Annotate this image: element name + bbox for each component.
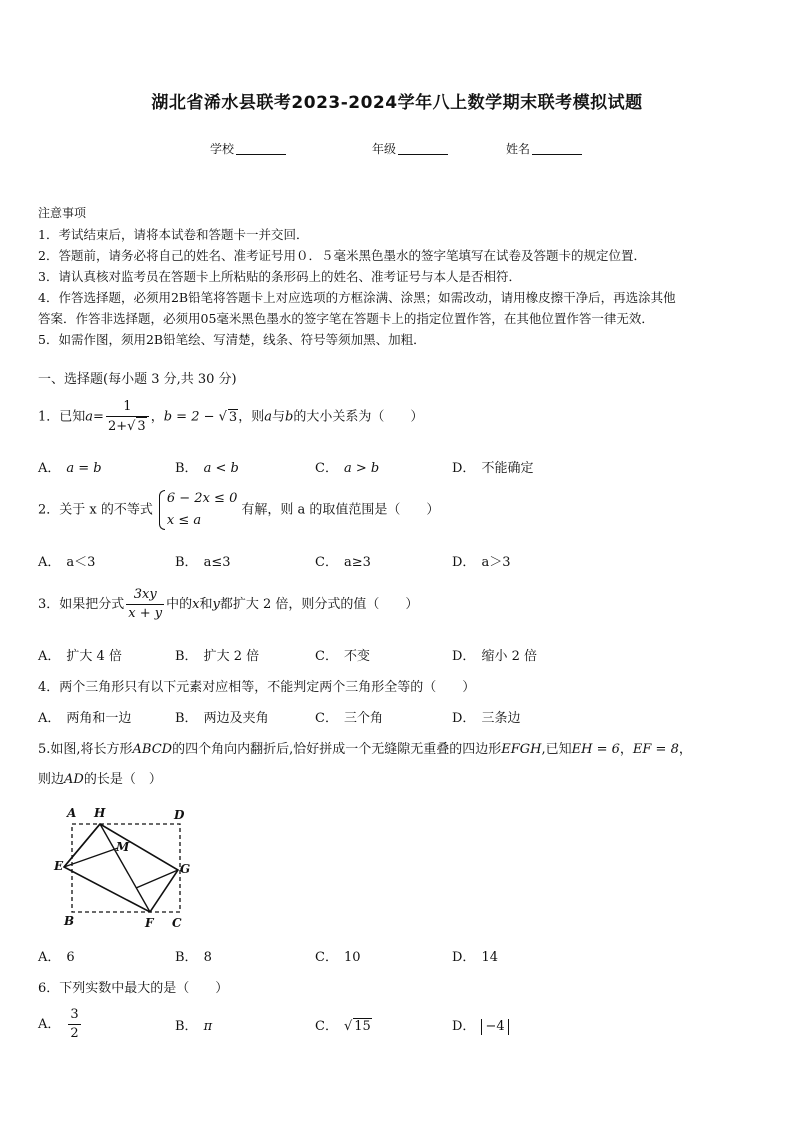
vertex-label-f: F	[145, 916, 154, 930]
option-label: D．	[452, 950, 476, 965]
option-label: C．	[315, 1019, 338, 1034]
option-label: C．	[315, 555, 338, 570]
question-1: 1．已知a= $\frac{1}{2+√ 3}$ ，b = 2 − √ 3，则a与b的大小关系为（ ）	[38, 399, 424, 434]
q5-text: 5.如图,将长方形	[38, 742, 133, 757]
q5-option-d[interactable]	[452, 946, 498, 965]
q2-suffix: 有解，则 a 的取值范围是（ ）	[241, 502, 440, 518]
section-title: 一、选择题(每小题 3 分,共 30 分)	[38, 372, 237, 387]
question-5-line-1	[38, 738, 692, 757]
q3-option-c[interactable]	[315, 645, 370, 664]
notice-title: 注意事项	[38, 206, 87, 220]
q1-a-den-int: 2+	[107, 419, 128, 434]
q5-text: ,已知	[541, 742, 572, 757]
quadrilateral-efgh	[64, 824, 178, 912]
q2-option-a[interactable]	[38, 551, 95, 570]
q2-prefix: 2．关于 x 的不等式	[38, 502, 153, 518]
q6-option-a[interactable]	[38, 1006, 83, 1043]
q1-var-a: a	[85, 409, 94, 425]
q3-options	[38, 645, 758, 665]
q1-var-b: b	[285, 409, 294, 425]
q4-option-c[interactable]	[315, 707, 383, 726]
q5-text: 则边	[38, 772, 65, 787]
option-text: 10	[343, 950, 361, 965]
option-label: B．	[175, 1019, 198, 1034]
q1-option-c[interactable]	[315, 457, 379, 476]
option-text: 两角和一边	[66, 711, 132, 726]
option-text: 扩大 2 倍	[203, 649, 260, 664]
q6-option-b[interactable]	[175, 1015, 212, 1034]
option-text: a < b	[203, 461, 239, 476]
q1-var-a2: a	[264, 409, 272, 425]
school-label: 学校	[210, 142, 235, 156]
notice-item: 2．答题前，请务必将自己的姓名、准考证号用０．５毫米黑色墨水的签字笔填写在试卷及答题卡的规定位置．	[38, 248, 646, 263]
q6-option-d[interactable]	[452, 1015, 509, 1035]
grade-label: 年级	[372, 142, 397, 156]
option-label: D．	[452, 649, 476, 664]
q3-option-d[interactable]	[452, 645, 537, 664]
vertex-label-g: G	[180, 862, 191, 876]
option-label: C．	[315, 461, 338, 476]
option-label: C．	[315, 711, 338, 726]
q5-option-c[interactable]	[315, 946, 361, 965]
q4-option-d[interactable]	[452, 707, 520, 726]
student-info-row	[0, 140, 794, 160]
q1-prefix: 1．已知	[38, 409, 86, 425]
q1-mid: 与	[271, 409, 285, 425]
q5-efgh: EFGH	[501, 742, 542, 757]
option-label: C．	[315, 649, 338, 664]
notice-item: 3．请认真核对监考员在答题卡上所粘贴的条形码上的姓名、准考证号与本人是否相符．	[38, 269, 521, 284]
q5-text: 的长是（ ）	[83, 772, 162, 787]
notice-item: 1．考试结束后，请将本试卷和答题卡一并交回．	[38, 227, 309, 242]
q2-option-b[interactable]	[175, 551, 230, 570]
q1-a-den-radicand: 3	[137, 419, 146, 434]
school-blank	[236, 142, 286, 155]
question-6: 6．下列实数中最大的是（ ）	[38, 981, 229, 996]
q4-options	[38, 707, 758, 727]
question-5-line-2	[38, 768, 162, 787]
option-text: 三条边	[481, 711, 521, 726]
q1-option-d[interactable]	[452, 457, 533, 476]
q2-option-c[interactable]	[315, 551, 371, 570]
q5-ef: EF = 8	[632, 742, 679, 757]
point-label-m: M	[116, 840, 130, 854]
q1-a-denominator: 2+√ 3	[107, 419, 146, 434]
q1-eq: =	[93, 409, 104, 425]
q1-suffix-1: ，则	[238, 409, 265, 425]
grade-field	[372, 140, 448, 157]
q6-denominator: 2	[70, 1026, 79, 1041]
q1-suffix-2: 的大小关系为（ ）	[293, 409, 424, 425]
q1-option-b[interactable]	[175, 457, 239, 476]
option-text: 两边及夹角	[203, 711, 269, 726]
q3-numerator: 3xy	[126, 586, 164, 605]
vertex-label-h: H	[94, 806, 106, 820]
q6-options	[38, 1006, 758, 1046]
q2-option-d[interactable]	[452, 551, 510, 570]
q5-option-a[interactable]	[38, 946, 75, 965]
option-label: D．	[452, 555, 476, 570]
vertex-label-e: E	[54, 859, 64, 873]
vertex-label-c: C	[172, 916, 182, 930]
option-text: 6	[66, 950, 75, 965]
exam-title: 湖北省浠水县联考2023-2024学年八上数学期末联考模拟试题	[151, 93, 643, 113]
q4-option-a[interactable]	[38, 707, 131, 726]
q3-and: 和	[199, 597, 213, 612]
q5-eh: EH = 6	[571, 742, 620, 757]
q2-line-1: 6 − 2x ≤ 0	[166, 491, 238, 506]
q3-mid: 中的	[166, 597, 193, 612]
q3-var-y: y	[212, 597, 220, 612]
q5-rectangle-figure	[40, 802, 200, 942]
option-label: D．	[452, 461, 476, 476]
q1-b-expr: b = 2 −	[163, 409, 215, 425]
grade-blank	[398, 142, 448, 155]
notice-block	[38, 203, 758, 350]
option-text: π	[203, 1019, 213, 1034]
notice-item: 4．作答选择题，必须用2B铅笔将答题卡上对应选项的方框涂满、涂黑；如需改动，请用橡皮擦干净后，再选涂其他	[38, 290, 676, 305]
q5-text: 的四个角向内翻折后,恰好拼成一个无缝隙无重叠的四边形	[172, 742, 502, 757]
option-text: a≥3	[343, 555, 371, 570]
q6-abs-value: −4	[481, 1019, 508, 1035]
option-label: B．	[175, 950, 198, 965]
q1-sep: ，	[150, 409, 164, 425]
q2-options	[38, 551, 758, 571]
q6-numerator: 3	[68, 1006, 80, 1025]
option-label: A．	[38, 950, 61, 965]
q5-option-b[interactable]	[175, 946, 212, 965]
option-label: A．	[38, 649, 61, 664]
option-label: A．	[38, 461, 61, 476]
q1-b-radicand: 3	[228, 409, 238, 425]
option-text: 14	[481, 950, 498, 965]
option-label: B．	[175, 555, 198, 570]
q1-a-numerator: 1	[106, 398, 149, 417]
name-field	[506, 140, 582, 157]
q3-suffix: 都扩大 2 倍，则分式的值（ ）	[219, 597, 419, 612]
name-blank	[532, 142, 582, 155]
school-field	[210, 140, 286, 157]
q3-option-b[interactable]	[175, 645, 259, 664]
q6-fraction	[68, 1006, 80, 1043]
option-label: A．	[38, 555, 61, 570]
q3-var-x: x	[192, 597, 200, 612]
q3-fraction	[126, 586, 164, 623]
vertex-label-b: B	[64, 914, 75, 928]
q2-line-2: x ≤ a	[166, 513, 202, 528]
q3-denominator: x + y	[128, 606, 163, 621]
question-4: 4．两个三角形只有以下元素对应相等，不能判定两个三角形全等的（ ）	[38, 680, 476, 695]
option-label: D．	[452, 711, 476, 726]
option-text: a > b	[343, 461, 380, 476]
option-text: 不能确定	[481, 461, 534, 476]
question-3	[38, 586, 418, 623]
notice-item: 5．如需作图，须用2B铅笔绘、写清楚，线条、符号等须加黑、加粗．	[38, 332, 426, 347]
option-label: B．	[175, 649, 198, 664]
option-text: 三个角	[343, 711, 383, 726]
option-text: 扩大 4 倍	[66, 649, 122, 664]
option-label: B．	[175, 461, 198, 476]
question-2	[38, 488, 439, 532]
q1-fraction-a	[106, 398, 149, 436]
option-text: 不变	[343, 649, 370, 664]
option-text: a≤3	[203, 555, 231, 570]
option-label: A．	[38, 711, 61, 726]
option-text: 8	[203, 950, 212, 965]
option-label: C．	[315, 950, 338, 965]
q6-option-c[interactable]: C． √ 15	[315, 1019, 371, 1034]
q5-ad: AD	[64, 772, 84, 787]
vertex-label-d: D	[174, 808, 185, 822]
q3-prefix: 3．如果把分式	[38, 597, 125, 612]
q4-option-b[interactable]	[175, 707, 269, 726]
q1-option-a[interactable]	[38, 457, 102, 476]
option-label: A．	[38, 1017, 61, 1032]
q5-abcd: ABCD	[132, 742, 173, 757]
name-label: 姓名	[506, 142, 531, 156]
option-text: a＞3	[481, 555, 511, 570]
q5-text: ，	[678, 742, 692, 757]
option-text: a＜3	[66, 555, 96, 570]
option-label: B．	[175, 711, 198, 726]
q5-options	[38, 946, 758, 966]
q5-text: ，	[619, 742, 633, 757]
option-label: D．	[452, 1019, 476, 1034]
q2-inequality-system	[157, 488, 237, 532]
q3-option-a[interactable]	[38, 645, 122, 664]
q6-radicand: 15	[354, 1019, 371, 1034]
notice-item: 答案．作答非选择题，必须用05毫米黑色墨水的签字笔在答题卡上的指定位置作答，在其他位置作答一律无效．	[38, 311, 654, 326]
option-text: 缩小 2 倍	[481, 649, 537, 664]
q1-options	[38, 457, 758, 477]
vertex-label-a: A	[67, 806, 77, 820]
option-text: a = b	[66, 461, 102, 476]
